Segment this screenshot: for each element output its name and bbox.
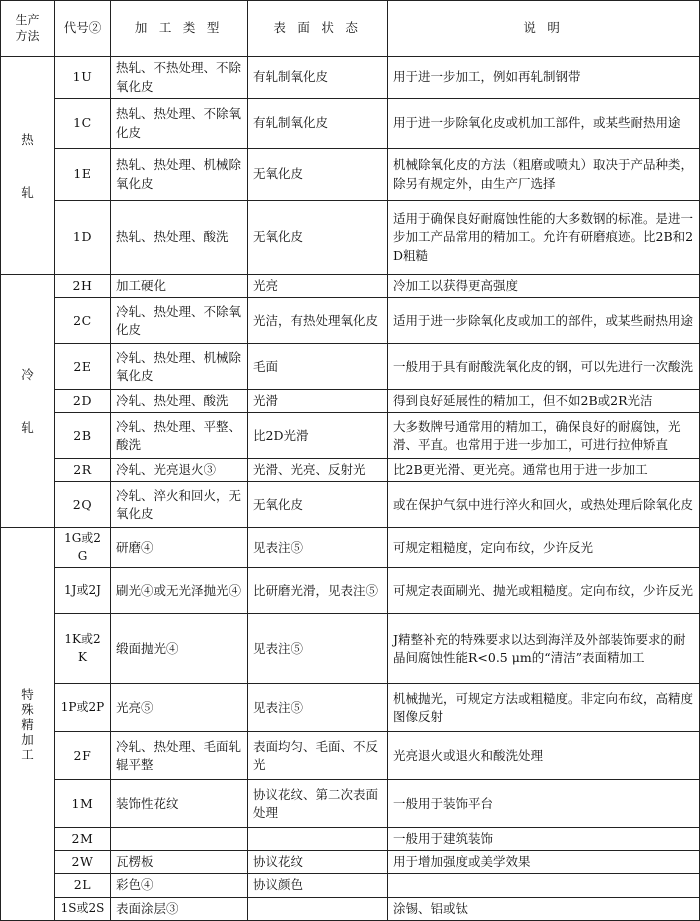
type-cell: 加工硬化: [111, 275, 248, 298]
surface-cell: [248, 897, 388, 920]
code-cell: 2H: [55, 275, 111, 298]
note-cell: 大多数牌号通常用的精加工，确保良好的耐腐蚀，光滑、平直。也常用于进一步加工，可进行拉伸矫直: [388, 413, 700, 459]
note-cell: 用于进一步除氧化皮或机加工部件，或某些耐热用途: [388, 99, 700, 149]
table-row: [1, 390, 700, 413]
note-cell: 机械除氧化皮的方法（粗磨或喷丸）取决于产品种类，除另有规定外，由生产厂选择: [388, 149, 700, 201]
type-cell: 冷轧、热处理、机械除氧化皮: [111, 344, 248, 390]
code-cell: 1J或2J: [55, 568, 111, 614]
method-char: 轧: [21, 420, 34, 436]
note-cell: 比2B更光滑、更光亮。通常也用于进一步加工: [388, 459, 700, 482]
code-cell: 2F: [55, 732, 111, 780]
table-row: [1, 149, 700, 201]
code-cell: 2D: [55, 390, 111, 413]
note-cell: J精整补充的特殊要求以达到海洋及外部装饰要求的耐晶间腐蚀性能R<0.5 μm的“清洁”表面精加工: [388, 614, 700, 684]
surface-cell: 见表注⑤: [248, 684, 388, 732]
type-cell: 表面涂层③: [111, 897, 248, 920]
type-cell: 装饰性花纹: [111, 780, 248, 828]
table-row: [1, 57, 700, 99]
code-cell: 2R: [55, 459, 111, 482]
code-cell: 1M: [55, 780, 111, 828]
table-row: [1, 459, 700, 482]
method-special-finish: [1, 528, 55, 920]
table-row: [1, 568, 700, 614]
note-cell: 用于增加强度或美学效果: [388, 851, 700, 874]
type-cell: 热轧、热处理、机械除氧化皮: [111, 149, 248, 201]
method-char: 工: [21, 746, 34, 762]
code-cell: 1K或2K: [55, 614, 111, 684]
table-row: [1, 851, 700, 874]
surface-cell: 比研磨光滑，见表注⑤: [248, 568, 388, 614]
note-cell: 涂锡、铝或钛: [388, 897, 700, 920]
type-cell: 冷轧、热处理、酸洗: [111, 390, 248, 413]
surface-cell: 无氧化皮: [248, 201, 388, 275]
header-surface-condition: 表 面 状 态: [248, 1, 388, 57]
note-cell: 用于进一步加工，例如再轧制钢带: [388, 57, 700, 99]
surface-cell: 协议花纹: [248, 851, 388, 874]
surface-cell: 协议颜色: [248, 874, 388, 897]
method-char: 特: [21, 686, 34, 702]
table-row: [1, 298, 700, 344]
table-row: [1, 614, 700, 684]
table-row: [1, 413, 700, 459]
note-cell: 适用于确保良好耐腐蚀性能的大多数钢的标准。是进一步加工产品常用的精加工。允许有研磨痕迹。比2B和2D粗糙: [388, 201, 700, 275]
type-cell: 冷轧、淬火和回火，无氧化皮: [111, 482, 248, 528]
note-cell: 一般用于装饰平台: [388, 780, 700, 828]
method-char: 冷: [21, 367, 34, 383]
surface-cell: 光滑、光亮、反射光: [248, 459, 388, 482]
type-cell: 冷轧、热处理、平整、酸洗: [111, 413, 248, 459]
surface-cell: 有轧制氧化皮: [248, 99, 388, 149]
surface-cell: 表面均匀、毛面、不反光: [248, 732, 388, 780]
note-cell: 可规定粗糙度，定向布纹，少许反光: [388, 528, 700, 568]
code-cell: 1G或2G: [55, 528, 111, 568]
header-code: 代号②: [55, 1, 111, 57]
type-cell: 热轧、不热处理、不除氧化皮: [111, 57, 248, 99]
surface-cell: 见表注⑤: [248, 528, 388, 568]
table-row: [1, 275, 700, 298]
table-row: [1, 684, 700, 732]
note-cell: 机械抛光，可规定方法或粗糙度。非定向布纹，高精度图像反射: [388, 684, 700, 732]
code-cell: 2M: [55, 828, 111, 851]
surface-cell: 协议花纹、第二次表面处理: [248, 780, 388, 828]
code-cell: 2B: [55, 413, 111, 459]
type-cell: 瓦楞板: [111, 851, 248, 874]
header-method-line: 方法: [15, 28, 40, 43]
code-cell: 2C: [55, 298, 111, 344]
code-cell: 1D: [55, 201, 111, 275]
method-char: 精: [21, 716, 34, 732]
method-char: 热: [21, 131, 34, 147]
type-cell: 冷轧、热处理、毛面轧辊平整: [111, 732, 248, 780]
method-char: 加: [21, 731, 34, 747]
table-row: [1, 482, 700, 528]
type-cell: 缎面抛光④: [111, 614, 248, 684]
method-char: 轧: [21, 184, 34, 200]
method-char: 殊: [21, 701, 34, 717]
type-cell: 刷光④或无光泽抛光④: [111, 568, 248, 614]
note-cell: [388, 874, 700, 897]
surface-cell: 光亮: [248, 275, 388, 298]
table-row: [1, 528, 700, 568]
surface-cell: 见表注⑤: [248, 614, 388, 684]
code-cell: 1P或2P: [55, 684, 111, 732]
note-cell: 一般用于建筑装饰: [388, 828, 700, 851]
code-cell: 2E: [55, 344, 111, 390]
surface-cell: 无氧化皮: [248, 482, 388, 528]
note-cell: 适用于进一步除氧化皮或加工的部件，或某些耐热用途: [388, 298, 700, 344]
code-cell: 2W: [55, 851, 111, 874]
note-cell: 光亮退火或退火和酸洗处理: [388, 732, 700, 780]
type-cell: 光亮⑤: [111, 684, 248, 732]
method-hot-rolled: [1, 57, 55, 275]
table-row: [1, 780, 700, 828]
type-cell: 冷轧、热处理、不除氧化皮: [111, 298, 248, 344]
note-cell: 可规定表面刷光、抛光或粗糙度。定向布纹，少许反光: [388, 568, 700, 614]
surface-cell: 比2D光滑: [248, 413, 388, 459]
note-cell: 得到良好延展性的精加工，但不如2B或2R光洁: [388, 390, 700, 413]
header-process-type: 加 工 类 型: [111, 1, 248, 57]
note-cell: 一般用于具有耐酸洗氧化皮的钢，可以先进行一次酸洗: [388, 344, 700, 390]
type-cell: 冷轧、光亮退火③: [111, 459, 248, 482]
surface-cell: 无氧化皮: [248, 149, 388, 201]
table-row: [1, 874, 700, 897]
table-row: [1, 99, 700, 149]
surface-cell: 光滑: [248, 390, 388, 413]
surface-cell: 光洁，有热处理氧化皮: [248, 298, 388, 344]
code-cell: 1E: [55, 149, 111, 201]
header-production-method: [1, 1, 55, 57]
type-cell: 彩色④: [111, 874, 248, 897]
surface-cell: [248, 828, 388, 851]
code-cell: 1S或2S: [55, 897, 111, 920]
surface-cell: 有轧制氧化皮: [248, 57, 388, 99]
code-cell: 1C: [55, 99, 111, 149]
type-cell: 热轧、热处理、不除氧化皮: [111, 99, 248, 149]
type-cell: 研磨④: [111, 528, 248, 568]
table-row: [1, 201, 700, 275]
table-row: [1, 344, 700, 390]
code-cell: 1U: [55, 57, 111, 99]
code-cell: 2L: [55, 874, 111, 897]
code-cell: 2Q: [55, 482, 111, 528]
type-cell: 热轧、热处理、酸洗: [111, 201, 248, 275]
note-cell: 冷加工以获得更高强度: [388, 275, 700, 298]
table-row: [1, 897, 700, 920]
header-description: 说 明: [388, 1, 700, 57]
type-cell: [111, 828, 248, 851]
header-method-line: 生产: [15, 12, 40, 27]
header-row: [1, 1, 700, 57]
table-row: [1, 732, 700, 780]
table-row: [1, 828, 700, 851]
note-cell: 或在保护气氛中进行淬火和回火，或热处理后除氧化皮: [388, 482, 700, 528]
method-cold-rolled: [1, 275, 55, 528]
surface-cell: 毛面: [248, 344, 388, 390]
